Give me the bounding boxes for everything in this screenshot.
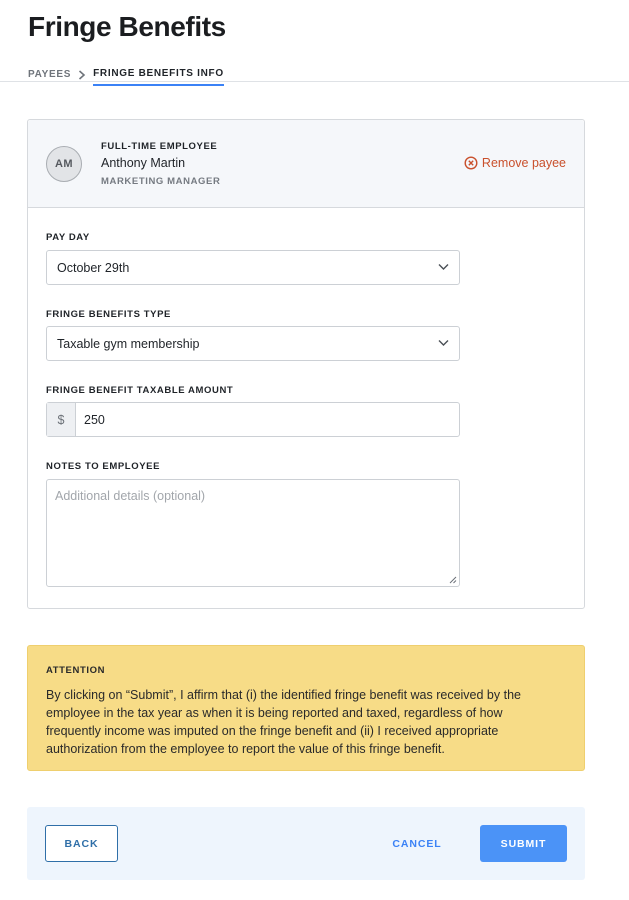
chevron-down-icon: [438, 339, 449, 347]
submit-button[interactable]: SUBMIT: [480, 825, 567, 862]
payee-card: [27, 119, 585, 609]
pay-day-value: October 29th: [57, 260, 130, 275]
attention-title: ATTENTION: [46, 665, 106, 676]
pay-day-label: PAY DAY: [46, 232, 90, 243]
cancel-button[interactable]: CANCEL: [392, 837, 442, 850]
resize-grip-icon[interactable]: [448, 575, 457, 584]
back-button[interactable]: BACK: [45, 825, 118, 862]
form-footer: [27, 807, 585, 880]
breadcrumb-item-payees[interactable]: PAYEES: [28, 69, 72, 80]
chevron-down-icon: [438, 263, 449, 271]
close-circle-icon: [464, 156, 478, 170]
employee-name: Anthony Martin: [101, 156, 186, 170]
currency-prefix: $: [47, 403, 76, 436]
breadcrumb: [28, 63, 224, 86]
avatar: AM: [46, 146, 82, 182]
payee-header: [28, 120, 584, 208]
remove-payee-label: Remove payee: [481, 156, 566, 170]
taxable-amount-value[interactable]: 250: [84, 412, 105, 427]
benefit-type-label: FRINGE BENEFITS TYPE: [46, 309, 171, 320]
notes-label: NOTES TO EMPLOYEE: [46, 461, 161, 472]
attention-body: By clicking on “Submit”, I affirm that (i) the identified fringe benefit was received by the employee in the tax year as when it is being reported and taxed, regardless of how frequently income was imputed on the fringe benefit and (ii) I received appropriate authorization from the employee to report the value of this fringe benefit.: [46, 688, 521, 756]
employee-type: FULL-TIME EMPLOYEE: [101, 141, 218, 152]
notes-textarea[interactable]: [46, 479, 460, 587]
header-divider: [0, 81, 629, 82]
pay-day-select[interactable]: [46, 250, 460, 285]
notes-placeholder: Additional details (optional): [55, 489, 206, 503]
attention-notice: [27, 645, 585, 771]
breadcrumb-item-fringe-benefits-info[interactable]: FRINGE BENEFITS INFO: [93, 68, 224, 86]
remove-payee-button[interactable]: [464, 156, 566, 170]
benefit-type-value: Taxable gym membership: [57, 336, 200, 351]
page-title: Fringe Benefits: [28, 11, 226, 42]
taxable-amount-input[interactable]: [46, 402, 460, 437]
taxable-amount-label: FRINGE BENEFIT TAXABLE AMOUNT: [46, 385, 234, 396]
employee-role: MARKETING MANAGER: [101, 176, 221, 187]
chevron-right-icon: [72, 69, 92, 81]
benefit-type-select[interactable]: [46, 326, 460, 361]
